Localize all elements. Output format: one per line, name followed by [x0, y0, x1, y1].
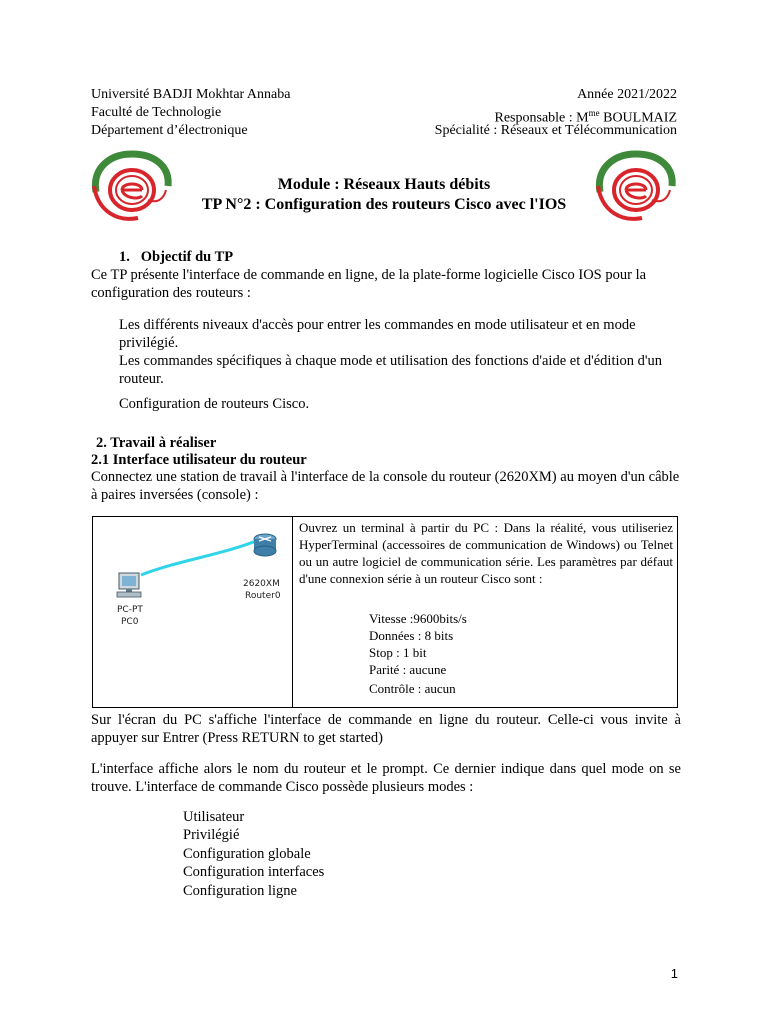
param-parite: Parité : aucune	[369, 662, 447, 677]
after-table-paragraph-1: Sur l'écran du PC s'affiche l'interface de commande en ligne du routeur. Celle-ci vous invite à appuyer sur Entrer (Press RETURN to get started)	[91, 712, 681, 746]
param-vitesse: Vitesse :9600bits/s	[369, 611, 467, 626]
objective-item-1: Les différents niveaux d'accès pour entrer les commandes en mode utilisateur et en mode privilégié.	[119, 317, 636, 351]
router-model-label: 2620XM	[243, 579, 280, 589]
mode-config-globale: Configuration globale	[183, 846, 311, 862]
param-stop: Stop : 1 bit	[369, 645, 427, 660]
page-number: 1	[670, 966, 678, 981]
pc-icon	[117, 573, 141, 597]
faculty-name: Faculté de Technologie	[91, 105, 222, 120]
objective-item-3: Configuration de routeurs Cisco.	[119, 396, 310, 412]
mode-config-ligne: Configuration ligne	[183, 883, 297, 899]
console-cable	[141, 539, 261, 575]
section2-1-heading: 2.1 Interface utilisateur du routeur	[91, 452, 307, 468]
mode-config-interfaces: Configuration interfaces	[183, 864, 325, 880]
pc-name-label: PC0	[121, 617, 139, 627]
university-logo-left	[88, 146, 176, 228]
param-controle: Contrôle : aucun	[369, 681, 456, 696]
responsable: Responsable : $M^{me}$ BOULMAIZ	[494, 108, 677, 126]
mode-utilisateur: Utilisateur	[183, 809, 245, 825]
objective-item-2: Les commandes spécifiques à chaque mode et utilisation des fonctions d'aide et d'édition d'un routeur.	[119, 353, 662, 387]
connection-table	[92, 516, 678, 708]
section2-heading: 2. Travail à réaliser	[96, 435, 217, 451]
table-column-divider	[292, 517, 293, 707]
mode-privilegie: Privilégié	[183, 827, 240, 843]
university-logo-right	[592, 146, 680, 228]
academic-year: Année 2021/2022	[577, 87, 677, 102]
tp-title: TP N°2 : Configuration des routeurs Cisco avec l'IOS	[201, 196, 567, 213]
university-name: Université BADJI Mokhtar Annaba	[91, 87, 291, 102]
pc-type-label: PC-PT	[117, 605, 143, 615]
router-name-label: Router0	[245, 591, 281, 601]
param-donnees: Données : 8 bits	[369, 628, 454, 643]
department-name: Département d’électronique	[91, 123, 248, 138]
section1-intro: Ce TP présente l'interface de commande en ligne, de la plate-forme logicielle Cisco IOS pour la configuration des routeurs :	[91, 267, 647, 301]
router-icon	[254, 534, 276, 556]
section1-heading: 1. Objectif du TP	[119, 249, 234, 265]
terminal-instructions: Ouvrez un terminal à partir du PC : Dans la réalité, vous utiliseriez HyperTerminal (accessoires de communication de Windows) ou Telnet ou un autre logiciel de communication série. Les paramètres par défaut d'une connexion série à un routeur Cisco sont :	[299, 520, 673, 586]
module-title: Module : Réseaux Hauts débits	[277, 176, 491, 193]
section2-intro: Connectez une station de travail à l'interface de la console du routeur (2620XM) au moyen d'un câble à paires inversées (console) :	[91, 469, 680, 503]
after-table-paragraph-2: L'interface affiche alors le nom du routeur et le prompt. Ce dernier indique dans quel mode on se trouve. L'interface de commande Cisco possède plusieurs modes :	[91, 761, 681, 795]
specialite: Spécialité : Réseaux et Télécommunication	[434, 123, 677, 138]
